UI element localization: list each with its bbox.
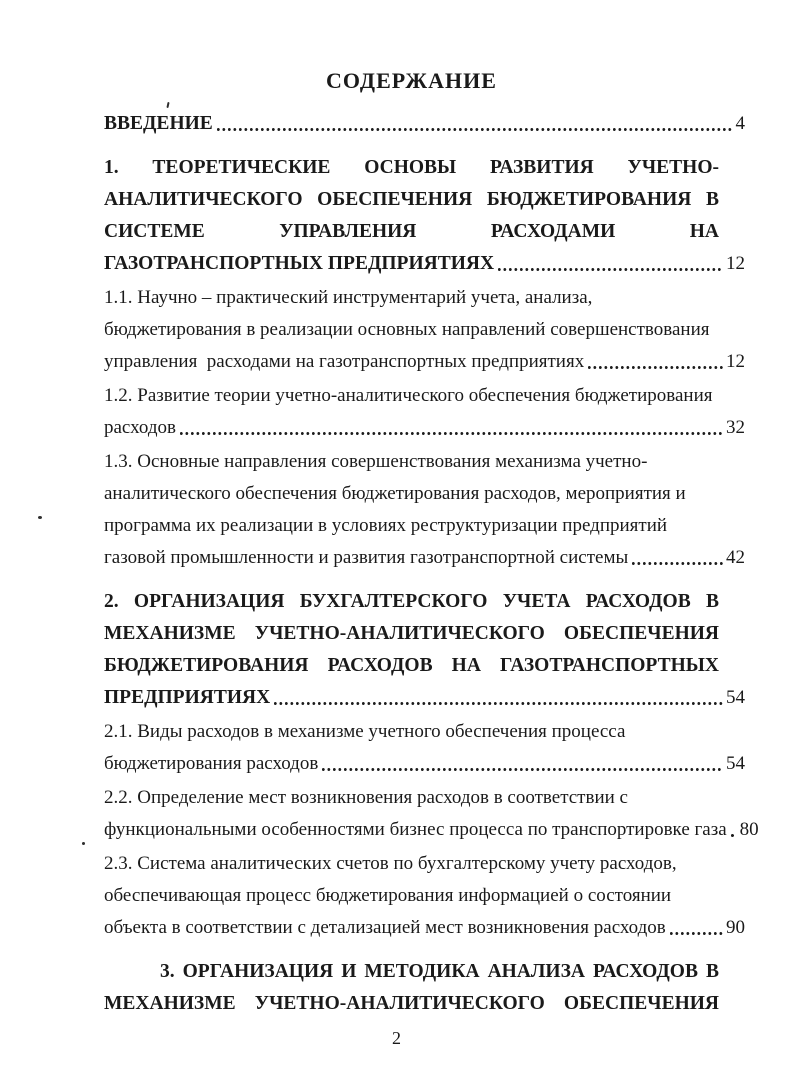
dot-leader [632, 562, 723, 565]
toc-line: 2.3. Система аналитических счетов по бухгалтерскому учету расходов, [104, 853, 677, 874]
toc-line: СИСТЕМЕ УПРАВЛЕНИЯ РАСХОДАМИ НА [104, 221, 719, 242]
toc-leader-line [104, 814, 759, 846]
toc-entry-title: функциональными особенностями бизнес процесса по транспортировке газа [104, 819, 727, 840]
toc-line: 1.2. Развитие теории учетно-аналитического обеспечения бюджетирования [104, 385, 713, 406]
dot-leader [180, 432, 723, 435]
toc-entry-title: бюджетирования расходов [104, 753, 319, 774]
dot-leader [731, 834, 737, 837]
toc-leader-line [104, 412, 745, 444]
toc-page-number: 42 [726, 547, 745, 568]
toc-line: МЕХАНИЗМЕ УЧЕТНО-АНАЛИТИЧЕСКОГО ОБЕСПЕЧЕНИЯ [104, 623, 719, 644]
toc-line: БЮДЖЕТИРОВАНИЯ РАСХОДОВ НА ГАЗОТРАНСПОРТНЫХ [104, 655, 719, 676]
toc-entry-chapter-1 [104, 152, 745, 280]
toc-page-number: 90 [726, 917, 745, 938]
dot-leader [588, 366, 723, 369]
toc-leader-line [104, 346, 745, 378]
toc-line: обеспечивающая процесс бюджетирования информацией о состоянии [104, 885, 672, 906]
toc-entry-introduction [104, 108, 745, 140]
toc-entry-chapter-2 [104, 586, 745, 714]
toc-entry-title: управления расходами на газотранспортных предприятиях [104, 351, 585, 372]
page-title: СОДЕРЖАНИЕ [326, 68, 497, 93]
scan-artifact-dot [82, 842, 85, 845]
toc-leader-line [104, 682, 745, 714]
toc-line: 2. ОРГАНИЗАЦИЯ БУХГАЛТЕРСКОГО УЧЕТА РАСХОДОВ В [104, 591, 719, 612]
toc-line: 1. ТЕОРЕТИЧЕСКИЕ ОСНОВЫ РАЗВИТИЯ УЧЕТНО- [104, 157, 719, 178]
toc-entry-2-1 [104, 716, 745, 780]
toc-leader-line [104, 248, 745, 280]
toc-line: 1.3. Основные направления совершенствования механизма учетно- [104, 451, 648, 472]
toc-leader-line [104, 912, 745, 944]
dot-leader [670, 932, 723, 935]
toc-leader-line [104, 108, 745, 140]
dot-leader [322, 768, 723, 771]
toc-entry-2-2 [104, 782, 759, 846]
toc-line: 2.2. Определение мест возникновения расходов в соответствии с [104, 787, 628, 808]
dot-leader [274, 702, 723, 705]
toc-page-number: 54 [726, 753, 745, 774]
toc-entry-1-2 [104, 380, 745, 444]
toc-line: бюджетирования в реализации основных направлений совершенствования [104, 319, 710, 340]
toc-entry-title: объекта в соответствии с детализацией мест возникновения расходов [104, 917, 666, 938]
toc-line: 3. ОРГАНИЗАЦИЯ И МЕТОДИКА АНАЛИЗА РАСХОДОВ В [160, 961, 719, 982]
dot-leader [217, 128, 733, 131]
toc-entry-title: ГАЗОТРАНСПОРТНЫХ ПРЕДПРИЯТИЯХ [104, 253, 495, 274]
toc-line: 1.1. Научно – практический инструментарий учета, анализа, [104, 287, 593, 308]
toc-leader-line [104, 748, 745, 780]
toc-page-number: 80 [739, 819, 759, 840]
toc-page-number: 32 [726, 417, 745, 438]
toc-page-number: 4 [735, 113, 745, 134]
toc-page-number: 54 [726, 687, 745, 708]
toc-entry-1-3 [104, 446, 745, 574]
toc-line: программа их реализации в условиях реструктуризации предприятий [104, 515, 668, 536]
toc-line: АНАЛИТИЧЕСКОГО ОБЕСПЕЧЕНИЯ БЮДЖЕТИРОВАНИЯ В [104, 189, 719, 210]
toc-line: аналитического обеспечения бюджетирования расходов, мероприятия и [104, 483, 686, 504]
toc-entry-title: газовой промышленности и развития газотранспортной системы [104, 547, 629, 568]
toc-line: МЕХАНИЗМЕ УЧЕТНО-АНАЛИТИЧЕСКОГО ОБЕСПЕЧЕНИЯ [104, 993, 719, 1014]
toc-leader-line [104, 542, 745, 574]
toc-content [104, 66, 759, 1020]
toc-entry-title: ПРЕДПРИЯТИЯХ [104, 687, 271, 708]
toc-entry-chapter-3 [104, 956, 745, 1020]
footer-page-number: 2 [392, 1028, 401, 1048]
scan-artifact-dot [38, 516, 42, 519]
toc-page-number: 12 [726, 351, 745, 372]
toc-entry-2-3 [104, 848, 745, 944]
toc-entry-title: расходов [104, 417, 176, 438]
toc-page-number: 12 [726, 253, 745, 274]
dot-leader [498, 268, 723, 271]
toc-entry-title: ВВЕДЕНИЕ [104, 113, 213, 134]
toc-entry-1-1 [104, 282, 745, 378]
toc-list [104, 108, 759, 1020]
toc-line: 2.1. Виды расходов в механизме учетного обеспечения процесса [104, 721, 626, 742]
